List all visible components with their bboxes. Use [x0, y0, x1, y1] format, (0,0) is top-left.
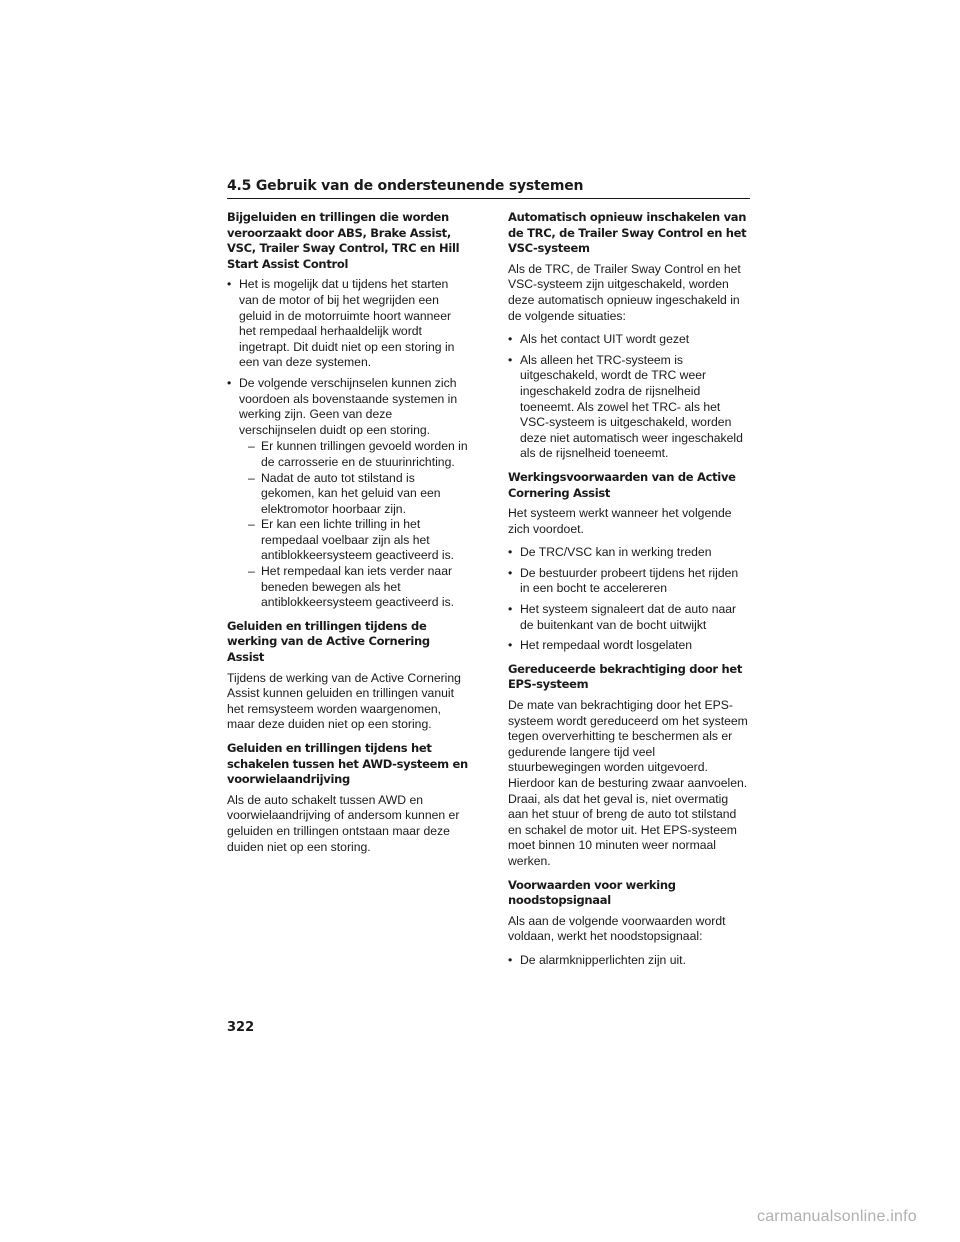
heading-awd-noise: Geluiden en trillingen tijdens het schakelen tussen het AWD-systeem en voorwielaandrijving: [227, 741, 468, 787]
paragraph: Het systeem werkt wanneer het volgende zich voordoet.: [508, 506, 732, 536]
list-item: • Het rempedaal wordt losgelaten: [508, 638, 750, 654]
list-item: • De alarmknipperlichten zijn uit.: [508, 953, 750, 969]
heading-active-cornering-conditions: Werkingsvoorwaarden van de Active Cornering Assist: [508, 469, 736, 500]
paragraph: Tijdens de werking van de Active Cornering Assist kunnen geluiden en trillingen vanuit het remsysteem worden waargenomen, maar deze duiden niet op een storing.: [227, 670, 461, 732]
heading-active-cornering-noise: Geluiden en trillingen tijdens de werking van de Active Cornering Assist: [227, 618, 430, 665]
section-header: 4.5 Gebruik van de ondersteunende systemen: [227, 178, 750, 199]
dash-list: [239, 439, 469, 611]
heading-abs-noise: Bijgeluiden en trillingen die worden veroorzaakt door ABS, Brake Assist, VSC, Trailer Sway Control, TRC en Hill Start Assist Control: [227, 210, 460, 271]
list-item: [227, 277, 469, 371]
heading-eps-reduced: Gereduceerde bekrachtiging door het EPS-systeem: [508, 661, 743, 692]
paragraph: De mate van bekrachtiging door het EPS-systeem wordt gereduceerd om het systeem tegen oververhitting te beschermen als er gedurende langere tijd veel stuurbewegingen worden uitgevoerd. Hierdoor kan de besturing zwaar aanvoelen. Draai, als dat het geval is, niet overmatig aan het stuur of breng de auto tot stilstand en schakel de motor uit. Het EPS-systeem moet binnen 10 minuten weer normaal werken.: [508, 698, 748, 868]
bullet-list-abs: [227, 277, 469, 610]
list-item: • Als alleen het TRC-systeem is uitgeschakeld, wordt de TRC weer ingeschakeld zodra de rijsnelheid toeneemt. Als zowel het TRC- als het VSC-systeem is uitgeschakeld, worden deze niet automatisch weer ingeschakeld als de rijsnelheid toeneemt.: [508, 353, 750, 462]
paragraph: Als aan de volgende voorwaarden wordt voldaan, werkt het noodstopsignaal:: [508, 913, 726, 944]
heading-emergency-stop-signal: Voorwaarden voor werking noodstopsignaal: [508, 877, 676, 908]
watermark: carmanualsonline.info: [757, 1208, 917, 1225]
heading-auto-reenable: Automatisch opnieuw inschakelen van de TRC, de Trailer Sway Control en het VSC-systeem: [508, 210, 747, 256]
list-item-text: De volgende verschijnselen kunnen zich voordoen als bovenstaande systemen in werking zijn. Geen van deze verschijnselen duidt op een storing.: [239, 375, 458, 437]
list-item-text: Het is mogelijk dat u tijdens het starten van de motor of bij het wegrijden een geluid in de motorruimte hoort wanneer het rempedaal herhaaldelijk wordt ingetrapt. Dit duidt niet op een storing in een van deze systemen.: [239, 277, 455, 370]
list-item: • Het systeem signaleert dat de auto naar de buitenkant van de bocht uitwijkt: [508, 602, 750, 633]
page-number: 322: [227, 1020, 255, 1035]
sub-list-item: – Er kunnen trillingen gevoeld worden in de carrosserie en de stuurinrichting.: [248, 439, 469, 470]
left-column: [227, 210, 469, 863]
bullet-list-conditions: [508, 545, 750, 654]
sub-list-item: – Het rempedaal kan iets verder naar beneden bewegen als het antiblokkeersysteem geactiveerd is.: [248, 564, 469, 611]
sub-list-item: – Er kan een lichte trilling in het rempedaal voelbaar zijn als het antiblokkeersysteem geactiveerd is.: [248, 517, 469, 564]
right-column: [508, 210, 750, 977]
sub-list-item: – Nadat de auto tot stilstand is gekomen, kan het geluid van een elektromotor hoorbaar zijn.: [248, 471, 469, 518]
bullet-list-emergency: [508, 953, 750, 969]
paragraph: Als de auto schakelt tussen AWD en voorwielaandrijving of andersom kunnen er geluiden en trillingen ontstaan maar deze duiden niet op een storing.: [227, 792, 460, 854]
paragraph: Als de TRC, de Trailer Sway Control en het VSC-systeem zijn uitgeschakeld, worden deze automatisch opnieuw ingeschakeld in de volgende situaties:: [508, 261, 741, 323]
bullet-list-reenable: [508, 332, 750, 462]
list-item: [227, 376, 469, 611]
list-item: • De bestuurder probeert tijdens het rijden in een bocht te accelereren: [508, 566, 750, 597]
list-item: • De TRC/VSC kan in werking treden: [508, 545, 750, 561]
list-item: • Als het contact UIT wordt gezet: [508, 332, 750, 348]
